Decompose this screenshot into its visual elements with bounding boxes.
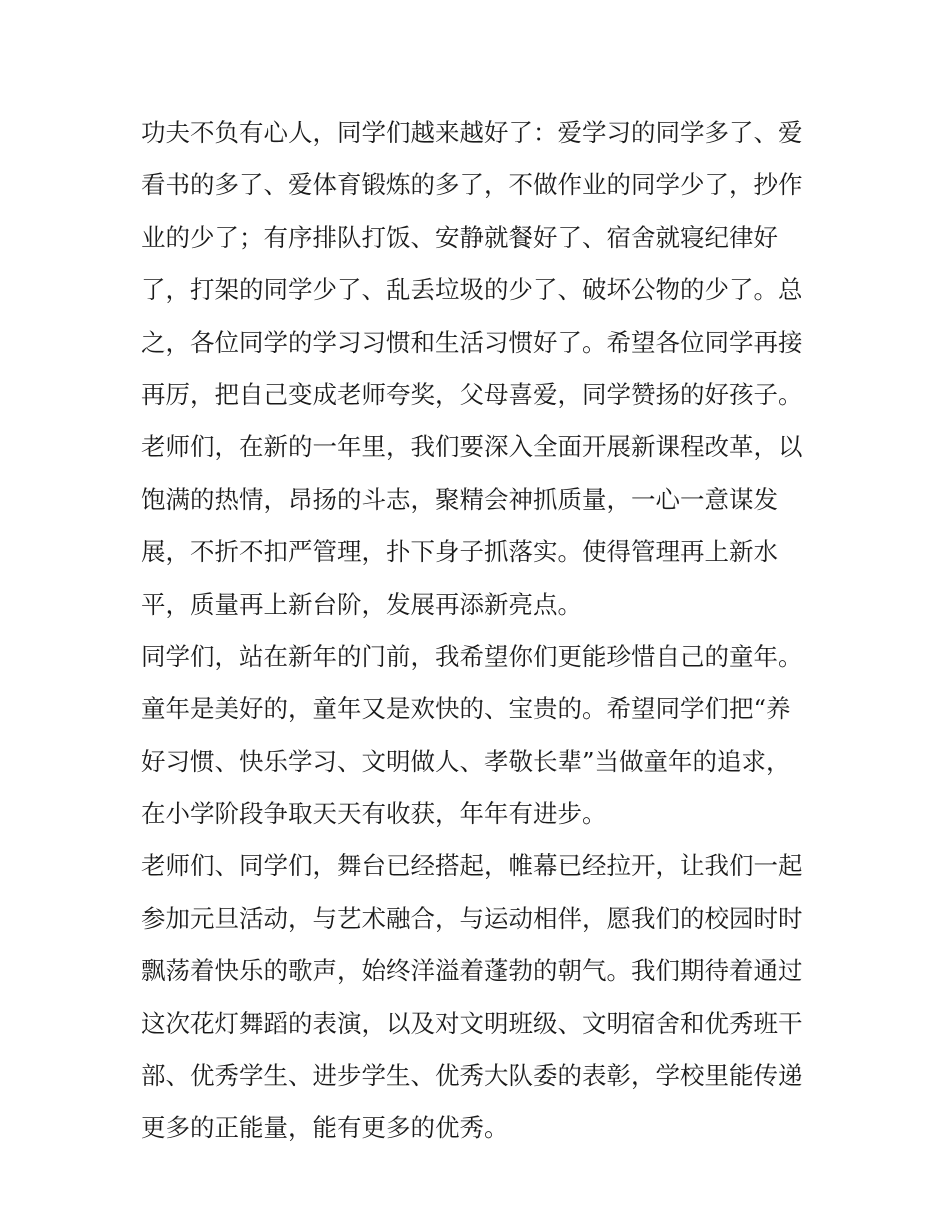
- text-line: 这次花灯舞蹈的表演，以及对文明班级、文明宿舍和优秀班干: [141, 1008, 803, 1038]
- text-line: 业的少了；有序排队打饭、安静就餐好了、宿舍就寝纪律好: [141, 222, 778, 252]
- text-line: 饱满的热情，昂扬的斗志，聚精会神抓质量，一心一意谋发: [141, 484, 778, 514]
- text-line: 部、优秀学生、进步学生、优秀大队委的表彰，学校里能传递: [141, 1061, 803, 1091]
- text-line: 功夫不负有心人，同学们越来越好了：爱学习的同学多了、爱: [141, 118, 803, 147]
- text-line: 飘荡着快乐的歌声，始终洋溢着蓬勃的朝气。我们期待着通过: [141, 956, 803, 986]
- text-line: 同学们，站在新年的门前，我希望你们更能珍惜自己的童年。: [141, 641, 803, 671]
- text-line: 老师们，在新的一年里，我们要深入全面开展新课程改革，以: [141, 432, 803, 462]
- text-line: 看书的多了、爱体育锻炼的多了，不做作业的同学少了，抄作: [141, 170, 803, 200]
- text-line: 童年是美好的，童年又是欢快的、宝贵的。希望同学们把“养: [141, 694, 791, 724]
- text-line: 参加元旦活动，与艺术融合，与运动相伴，愿我们的校园时时: [141, 903, 803, 933]
- text-line: 了，打架的同学少了、乱丢垃圾的少了、破坏公物的少了。总: [141, 275, 803, 305]
- text-line: 再厉，把自己变成老师夸奖，父母喜爱，同学赞扬的好孩子。: [141, 379, 803, 409]
- text-line: 好习惯、快乐学习、文明做人、孝敬长辈”当做童年的追求，: [141, 746, 791, 776]
- document-body: [141, 107, 821, 1155]
- text-line: 更多的正能量，能有更多的优秀。: [141, 1113, 509, 1143]
- text-line: 展，不折不扣严管理，扑下身子抓落实。使得管理再上新水: [141, 537, 778, 567]
- text-line: 在小学阶段争取天天有收获，年年有进步。: [141, 799, 607, 829]
- text-line: 之，各位同学的学习习惯和生活习惯好了。希望各位同学再接: [141, 327, 803, 357]
- text-line: 平，质量再上新台阶，发展再添新亮点。: [141, 589, 582, 619]
- text-line: 老师们、同学们，舞台已经搭起，帷幕已经拉开，让我们一起: [141, 851, 803, 881]
